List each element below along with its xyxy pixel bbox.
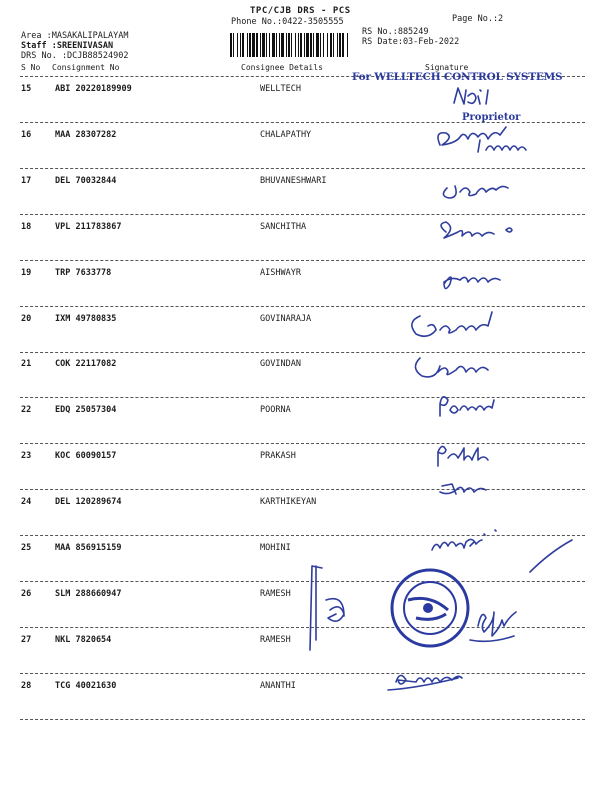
row-consignee-name: MOHINI bbox=[260, 543, 291, 553]
row-consignment-number: NKL 7820654 bbox=[55, 634, 112, 645]
barcode-bar bbox=[323, 33, 324, 57]
barcode-bar bbox=[279, 33, 280, 57]
signature-19 bbox=[444, 277, 500, 289]
barcode-bar bbox=[327, 33, 328, 57]
barcode-bar bbox=[313, 33, 314, 57]
barcode-bar bbox=[333, 33, 334, 57]
row-consignee-name: GOVINARAJA bbox=[260, 313, 312, 324]
row-sno: 28 bbox=[21, 680, 32, 691]
company-stamp-text: For WELLTECH CONTROL SYSTEMS bbox=[352, 71, 563, 83]
drs-number: DRS No. :DCJB88524902 bbox=[21, 51, 129, 61]
row-sno: 17 bbox=[21, 175, 32, 186]
barcode-bar bbox=[304, 33, 305, 57]
row-consignment-number: KOC 60090157 bbox=[55, 451, 117, 462]
rs-date: RS Date:03-Feb-2022 bbox=[362, 37, 460, 47]
barcode-graphic bbox=[230, 33, 348, 57]
barcode-bar bbox=[240, 33, 241, 57]
row-consignment-number: SLM 288660947 bbox=[55, 588, 122, 599]
column-header-consignee: Consignee Details bbox=[241, 63, 323, 72]
barcode bbox=[230, 33, 348, 57]
row-divider bbox=[20, 443, 585, 444]
row-divider bbox=[20, 214, 585, 215]
barcode-bar bbox=[291, 33, 292, 57]
rs-number: RS No.:885249 bbox=[362, 27, 429, 37]
barcode-bar bbox=[337, 33, 338, 57]
document-title: TPC/CJB DRS - PCS bbox=[250, 6, 351, 16]
barcode-bar bbox=[339, 33, 341, 57]
signature-16 bbox=[438, 127, 526, 152]
row-divider bbox=[20, 489, 585, 490]
barcode-bar bbox=[262, 33, 265, 57]
row-sno: 18 bbox=[21, 221, 32, 232]
row-consignee-name: AISHWAYR bbox=[260, 267, 301, 278]
barcode-bar bbox=[266, 33, 267, 57]
row-consignment-number: TRP 7633778 bbox=[55, 267, 112, 278]
row-consignee-name: RAMESH bbox=[260, 634, 291, 645]
row-divider bbox=[20, 260, 585, 261]
signature-28 bbox=[388, 675, 462, 690]
barcode-bar bbox=[276, 33, 277, 57]
barcode-bar bbox=[249, 33, 251, 57]
barcode-bar bbox=[300, 33, 302, 57]
page-number: Page No.:2 bbox=[452, 14, 504, 24]
area-label: Area :MASAKALIPALAYAM bbox=[21, 31, 129, 41]
row-divider bbox=[20, 122, 585, 123]
row-consignee-name: POORNA bbox=[260, 405, 291, 416]
barcode-bar bbox=[330, 33, 332, 57]
row-divider bbox=[20, 673, 585, 674]
row-consignee-name: PRAKASH bbox=[260, 451, 296, 462]
signature-21 bbox=[415, 358, 488, 377]
row-consignment-number: DEL 120289674 bbox=[55, 497, 122, 508]
barcode-bar bbox=[288, 33, 290, 57]
row-consignment-number: MAA 28307282 bbox=[55, 129, 117, 140]
row-sno: 26 bbox=[21, 588, 32, 599]
barcode-bar bbox=[233, 33, 234, 57]
row-divider bbox=[20, 352, 585, 353]
signature-23 bbox=[438, 446, 488, 466]
signature-18 bbox=[441, 222, 512, 238]
signature-25 bbox=[432, 530, 572, 572]
barcode-bar bbox=[281, 33, 284, 57]
barcode-bar bbox=[230, 33, 232, 57]
column-header-consignment: Consignment No bbox=[52, 63, 120, 72]
barcode-bar bbox=[310, 33, 312, 57]
signature-22 bbox=[440, 397, 494, 416]
row-sno: 15 bbox=[21, 84, 32, 94]
row-consignment-number: IXM 49780835 bbox=[55, 313, 117, 324]
column-header-signature: Signature bbox=[425, 63, 469, 72]
barcode-bar bbox=[316, 33, 319, 57]
row-sno: 24 bbox=[21, 497, 32, 508]
signature-15 bbox=[454, 88, 488, 104]
row-divider bbox=[20, 535, 585, 536]
row-consignee-name: WELLTECH bbox=[260, 84, 301, 94]
barcode-bar bbox=[320, 33, 321, 57]
barcode-bar bbox=[298, 33, 299, 57]
row-consignee-name: SANCHITHA bbox=[260, 221, 307, 232]
row-consignment-number: COK 22117082 bbox=[55, 359, 117, 370]
row-divider bbox=[20, 719, 585, 720]
barcode-bar bbox=[237, 33, 238, 57]
barcode-bar bbox=[269, 33, 270, 57]
row-sno: 20 bbox=[21, 313, 32, 324]
row-divider bbox=[20, 581, 585, 582]
row-consignee-name: RAMESH bbox=[260, 588, 291, 599]
row-sno: 22 bbox=[21, 405, 32, 416]
barcode-bar bbox=[252, 33, 255, 57]
row-consignment-number: ABI 20220189909 bbox=[55, 84, 132, 94]
phone-number: Phone No.:0422-3505555 bbox=[231, 17, 344, 27]
row-consignment-number: DEL 70032844 bbox=[55, 175, 117, 186]
row-consignee-name: ANANTHI bbox=[260, 680, 296, 691]
row-consignee-name: CHALAPATHY bbox=[260, 129, 312, 140]
proprietor-stamp-text: Proprietor bbox=[462, 112, 521, 123]
row-sno: 19 bbox=[21, 267, 32, 278]
row-divider bbox=[20, 627, 585, 628]
row-consignee-name: GOVINDAN bbox=[260, 359, 301, 370]
barcode-bar bbox=[272, 33, 275, 57]
row-consignee-name: KARTHIKEYAN bbox=[260, 497, 317, 508]
row-sno: 25 bbox=[21, 543, 32, 553]
column-header-sno: S No bbox=[21, 63, 41, 72]
row-consignment-number: EDQ 25057304 bbox=[55, 405, 117, 416]
barcode-bar bbox=[295, 33, 296, 57]
barcode-bar bbox=[342, 33, 344, 57]
barcode-bar bbox=[347, 33, 348, 57]
row-consignee-name: BHUVANESHWARI bbox=[260, 175, 327, 186]
signature-20 bbox=[412, 312, 492, 336]
barcode-bar bbox=[256, 33, 258, 57]
row-consignment-number: TCG 40021630 bbox=[55, 680, 117, 691]
barcode-bar bbox=[286, 33, 287, 57]
row-sno: 27 bbox=[21, 634, 32, 645]
row-consignment-number: MAA 856915159 bbox=[55, 543, 122, 553]
row-sno: 16 bbox=[21, 129, 32, 140]
barcode-bar bbox=[260, 33, 261, 57]
row-divider bbox=[20, 168, 585, 169]
row-divider bbox=[20, 306, 585, 307]
barcode-bar bbox=[247, 33, 248, 57]
row-sno: 21 bbox=[21, 359, 32, 370]
row-sno: 23 bbox=[21, 451, 32, 462]
staff-label: Staff :SREENIVASAN bbox=[21, 41, 114, 51]
row-consignment-number: VPL 211783867 bbox=[55, 221, 122, 232]
barcode-bar bbox=[242, 33, 244, 57]
barcode-bar bbox=[306, 33, 309, 57]
signature-26 bbox=[310, 566, 344, 650]
row-divider bbox=[20, 397, 585, 398]
signature-17 bbox=[443, 186, 508, 198]
